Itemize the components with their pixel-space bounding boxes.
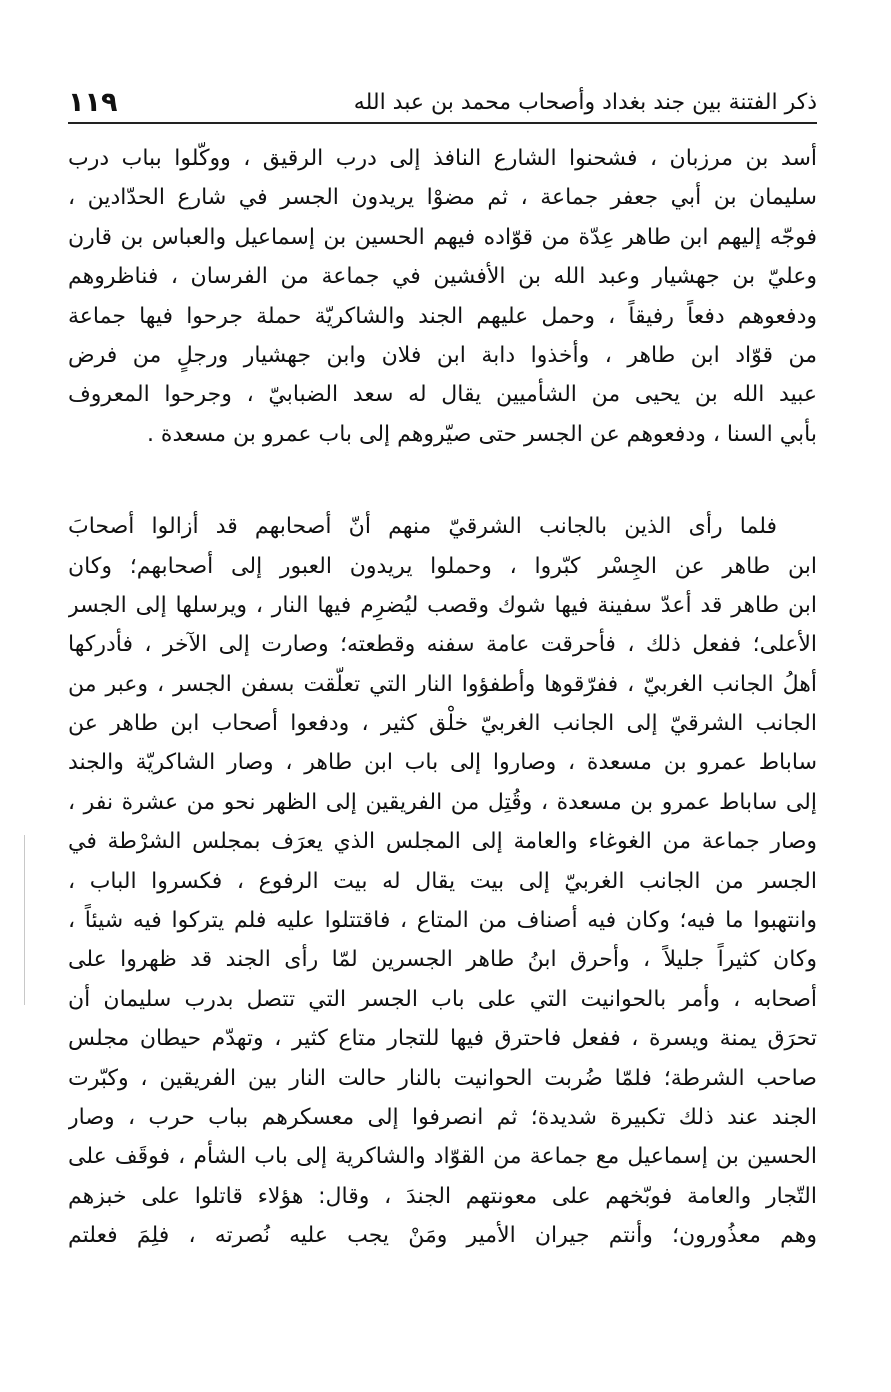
scan-margin-mark — [24, 835, 25, 1005]
text-line: فلما رأى الذين بالجانب الشرقيّ منهم أنّ أصحابهم قد أزالوا أصحابَ — [68, 514, 777, 540]
text-line: وانتهبوا ما فيه؛ وكان فيه أصناف من المتاع ، فاقتتلوا عليه فلم يتركوا فيه شيئاً ، — [68, 908, 817, 934]
text-line: التّجار والعامة فوبّخهم على معونتهم الجندَ ، وقال: هؤلاء قاتلوا على خبزهم — [68, 1183, 817, 1209]
body-text — [68, 139, 817, 1256]
running-head: ذكر الفتنة بين جند بغداد وأصحاب محمد بن عبد الله — [353, 90, 817, 115]
text-line: الأعلى؛ ففعل ذلك ، فأحرقت عامة سفنه وقطعته؛ وصارت إلى الآخر ، فأدركها — [68, 632, 817, 658]
page-number: ١١٩ — [68, 87, 118, 118]
text-line: وصار جماعة من الغوغاء والعامة إلى المجلس الذي يعرَف بمجلس الشرْطة في — [68, 829, 817, 855]
text-line: وكان كثيراً جليلاً ، وأحرق ابنُ طاهر الجسرين لمّا رأى الجند قد ظهروا على — [68, 947, 817, 973]
text-line: إلى ساباط عمرو بن مسعدة ، وقُتِل من الفريقين إلى الظهر نحو من عشرة نفر ، — [68, 789, 817, 815]
text-line: أهلُ الجانب الغربيّ ، ففرّقوها وأطفؤوا النار التي تعلّقت بسفن الجسر ، وعبر من — [68, 671, 817, 697]
text-line: ساباط عمرو بن مسعدة ، وصاروا إلى باب ابن طاهر ، وصار الشاكريّة والجند — [68, 750, 817, 776]
text-line: أصحابه ، وأمر بالحوانيت التي على باب الجسر التي تتصل بدرب سليمان أن — [68, 986, 817, 1012]
paragraph-1 — [68, 139, 817, 454]
paragraph-2 — [68, 507, 817, 1255]
text-line: تحرَق يمنة ويسرة ، ففعل فاحترق فيها للتجار متاع كثير ، وتهدّم حيطان مجلس — [68, 1026, 817, 1052]
text-line: وعليّ بن جهشيار وعبد الله بن الأفشين في جماعة من الفرسان ، فناظروهم — [68, 264, 817, 290]
text-line: صاحب الشرطة؛ فلمّا ضُربت الحوانيت بالنار حالت النار بين الفريقين ، وكبّرت — [68, 1065, 817, 1091]
text-line: أسد بن مرزبان ، فشحنوا الشارع النافذ إلى درب الرقيق ، ووكّلوا بباب درب — [68, 146, 817, 171]
text-line: من قوّاد ابن طاهر ، وأخذوا دابة ابن فلان وابن جهشيار ورجلٍ من فرض — [68, 342, 817, 368]
paragraph-gap — [68, 454, 817, 507]
text-line: فوجّه إليهم ابن طاهر عِدّة من قوّاده فيهم الحسين بن إسماعيل والعباس بن قارن — [68, 224, 817, 250]
text-line: ابن طاهر عن الجِسْر كبّروا ، وحملوا يريدون العبور إلى أصحابهم؛ وكان — [68, 553, 817, 579]
text-line: ابن طاهر قد أعدّ سفينة فيها شوك وقصب ليُضرِم فيها النار ، ويرسلها إلى الجسر — [68, 592, 817, 618]
page-header — [68, 72, 817, 124]
text-line: بأبي السنا ، ودفعوهم عن الجسر حتى صيّروهم إلى باب عمرو بن مسعدة . — [146, 421, 817, 447]
text-line: ودفعوهم دفعاً رفيقاً ، وحمل عليهم الجند والشاكريّة حملة جرحوا فيها جماعة — [68, 303, 817, 329]
text-line: الجند عند ذلك تكبيرة شديدة؛ ثم انصرفوا إلى معسكرهم بباب حرب ، وصار — [68, 1104, 817, 1130]
text-line: وهم معذُورون؛ وأنتم جيران الأمير ومَنْ يجب عليه نُصرته ، فلِمَ فعلتم — [68, 1223, 817, 1249]
text-line: الجسر من الجانب الغربيّ إلى بيت يقال له بيت الرفوع ، فكسروا الباب ، — [68, 868, 817, 894]
text-line: الحسين بن إسماعيل مع جماعة من القوّاد والشاكرية إلى باب الشأم ، فوقَف على — [68, 1144, 817, 1170]
text-line: الجانب الشرقيّ إلى الجانب الغربيّ خلْق كثير ، ودفعوا أصحاب ابن طاهر عن — [68, 711, 817, 737]
text-line: سليمان بن أبي جعفر جماعة ، ثم مضوْا يريدون الجسر في شارع الحدّادين ، — [68, 185, 817, 211]
text-line: عبيد الله بن يحيى من الشأميين يقال له سعد الضبابيّ ، وجرحوا المعروف — [68, 382, 817, 408]
